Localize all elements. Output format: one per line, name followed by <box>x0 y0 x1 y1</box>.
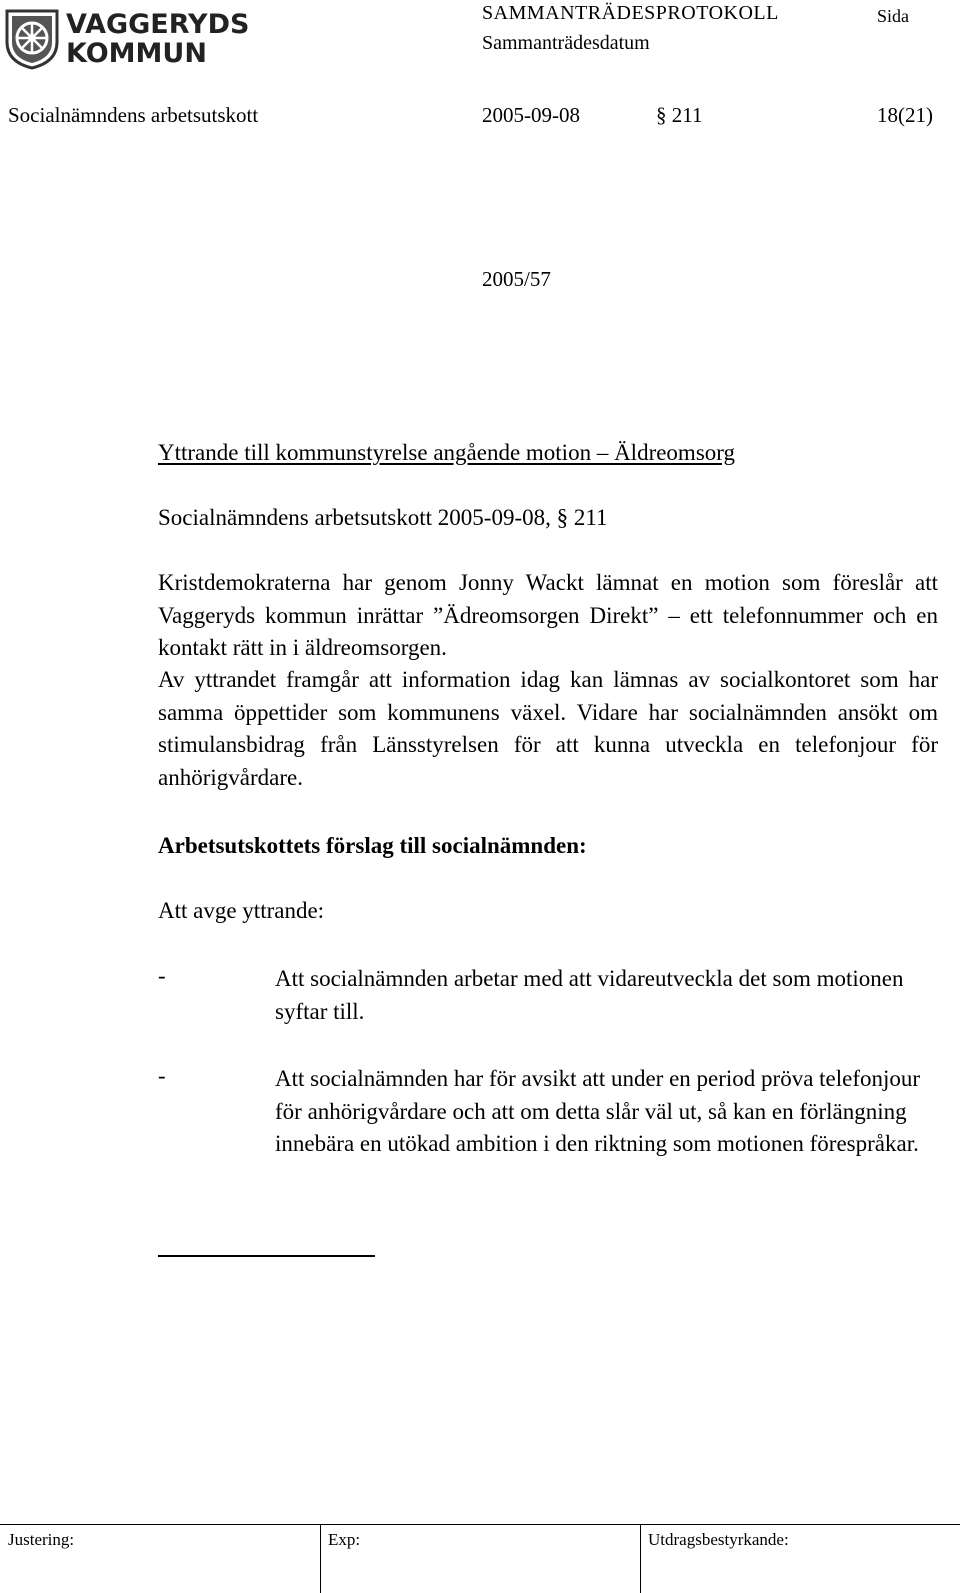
proposal-heading: Arbetsutskottets förslag till socialnämnden: <box>158 833 587 858</box>
utdragsbestyrkande-label: Utdragsbestyrkande: <box>648 1530 789 1549</box>
meeting-date: 2005-09-08 <box>482 103 580 127</box>
list-marker: - <box>158 1063 166 1088</box>
committee-name: Socialnämndens arbetsutskott <box>8 103 259 127</box>
paragraph-number: § 211 <box>656 103 703 127</box>
footer-column-divider <box>640 1524 641 1593</box>
justering-label: Justering: <box>8 1530 75 1549</box>
list-item: Att socialnämnden arbetar med att vidareutveckla det som motionen syftar till. <box>275 966 904 1024</box>
case-number: 2005/57 <box>482 267 551 291</box>
paragraph-statement: Av yttrandet framgår att information idag kan lämnas av socialkontoret som har samma öppettider som kommunens växel. Vidare har socialnämnden ansökt om stimulansbidrag från Länsstyrelsen för att kunna utveckla en telefonjour för anhörigvårdare. <box>158 667 938 790</box>
reference-line: Socialnämndens arbetsutskott 2005-09-08, § 211 <box>158 505 608 530</box>
logo-wordmark <box>66 10 249 68</box>
page-number: 18(21) <box>877 103 933 127</box>
coat-of-arms-icon <box>4 8 60 70</box>
meeting-date-label: Sammanträdesdatum <box>482 32 650 54</box>
logo-line-1: VAGGERYDS <box>66 9 250 40</box>
page-label: Sida <box>877 6 910 26</box>
document-title: Yttrande till kommunstyrelse angående motion – Äldreomsorg <box>158 440 736 465</box>
exp-label: Exp: <box>328 1530 361 1549</box>
separator-line <box>158 1255 375 1257</box>
list-item: Att socialnämnden har för avsikt att under en period pröva telefonjour för anhörigvårdare och att om detta slår väl ut, så kan en förlängning innebära en utökad ambition i den riktning som motionen förespråkar. <box>275 1066 921 1156</box>
proposal-intro: Att avge yttrande: <box>158 898 325 923</box>
document-type: SAMMANTRÄDESPROTOKOLL <box>482 2 779 24</box>
municipality-logo <box>4 8 248 70</box>
paragraph-background: Kristdemokraterna har genom Jonny Wackt lämnat en motion som föreslår att Vaggeryds kommun inrättar ”Ädreomsorgen Direkt” – ett telefonnummer och en kontakt rätt in i äldreomsorgen. <box>158 570 938 660</box>
logo-line-2: KOMMUN <box>66 38 207 69</box>
list-marker: - <box>158 963 166 988</box>
footer-column-divider <box>320 1524 321 1593</box>
footer-divider <box>0 1524 960 1525</box>
